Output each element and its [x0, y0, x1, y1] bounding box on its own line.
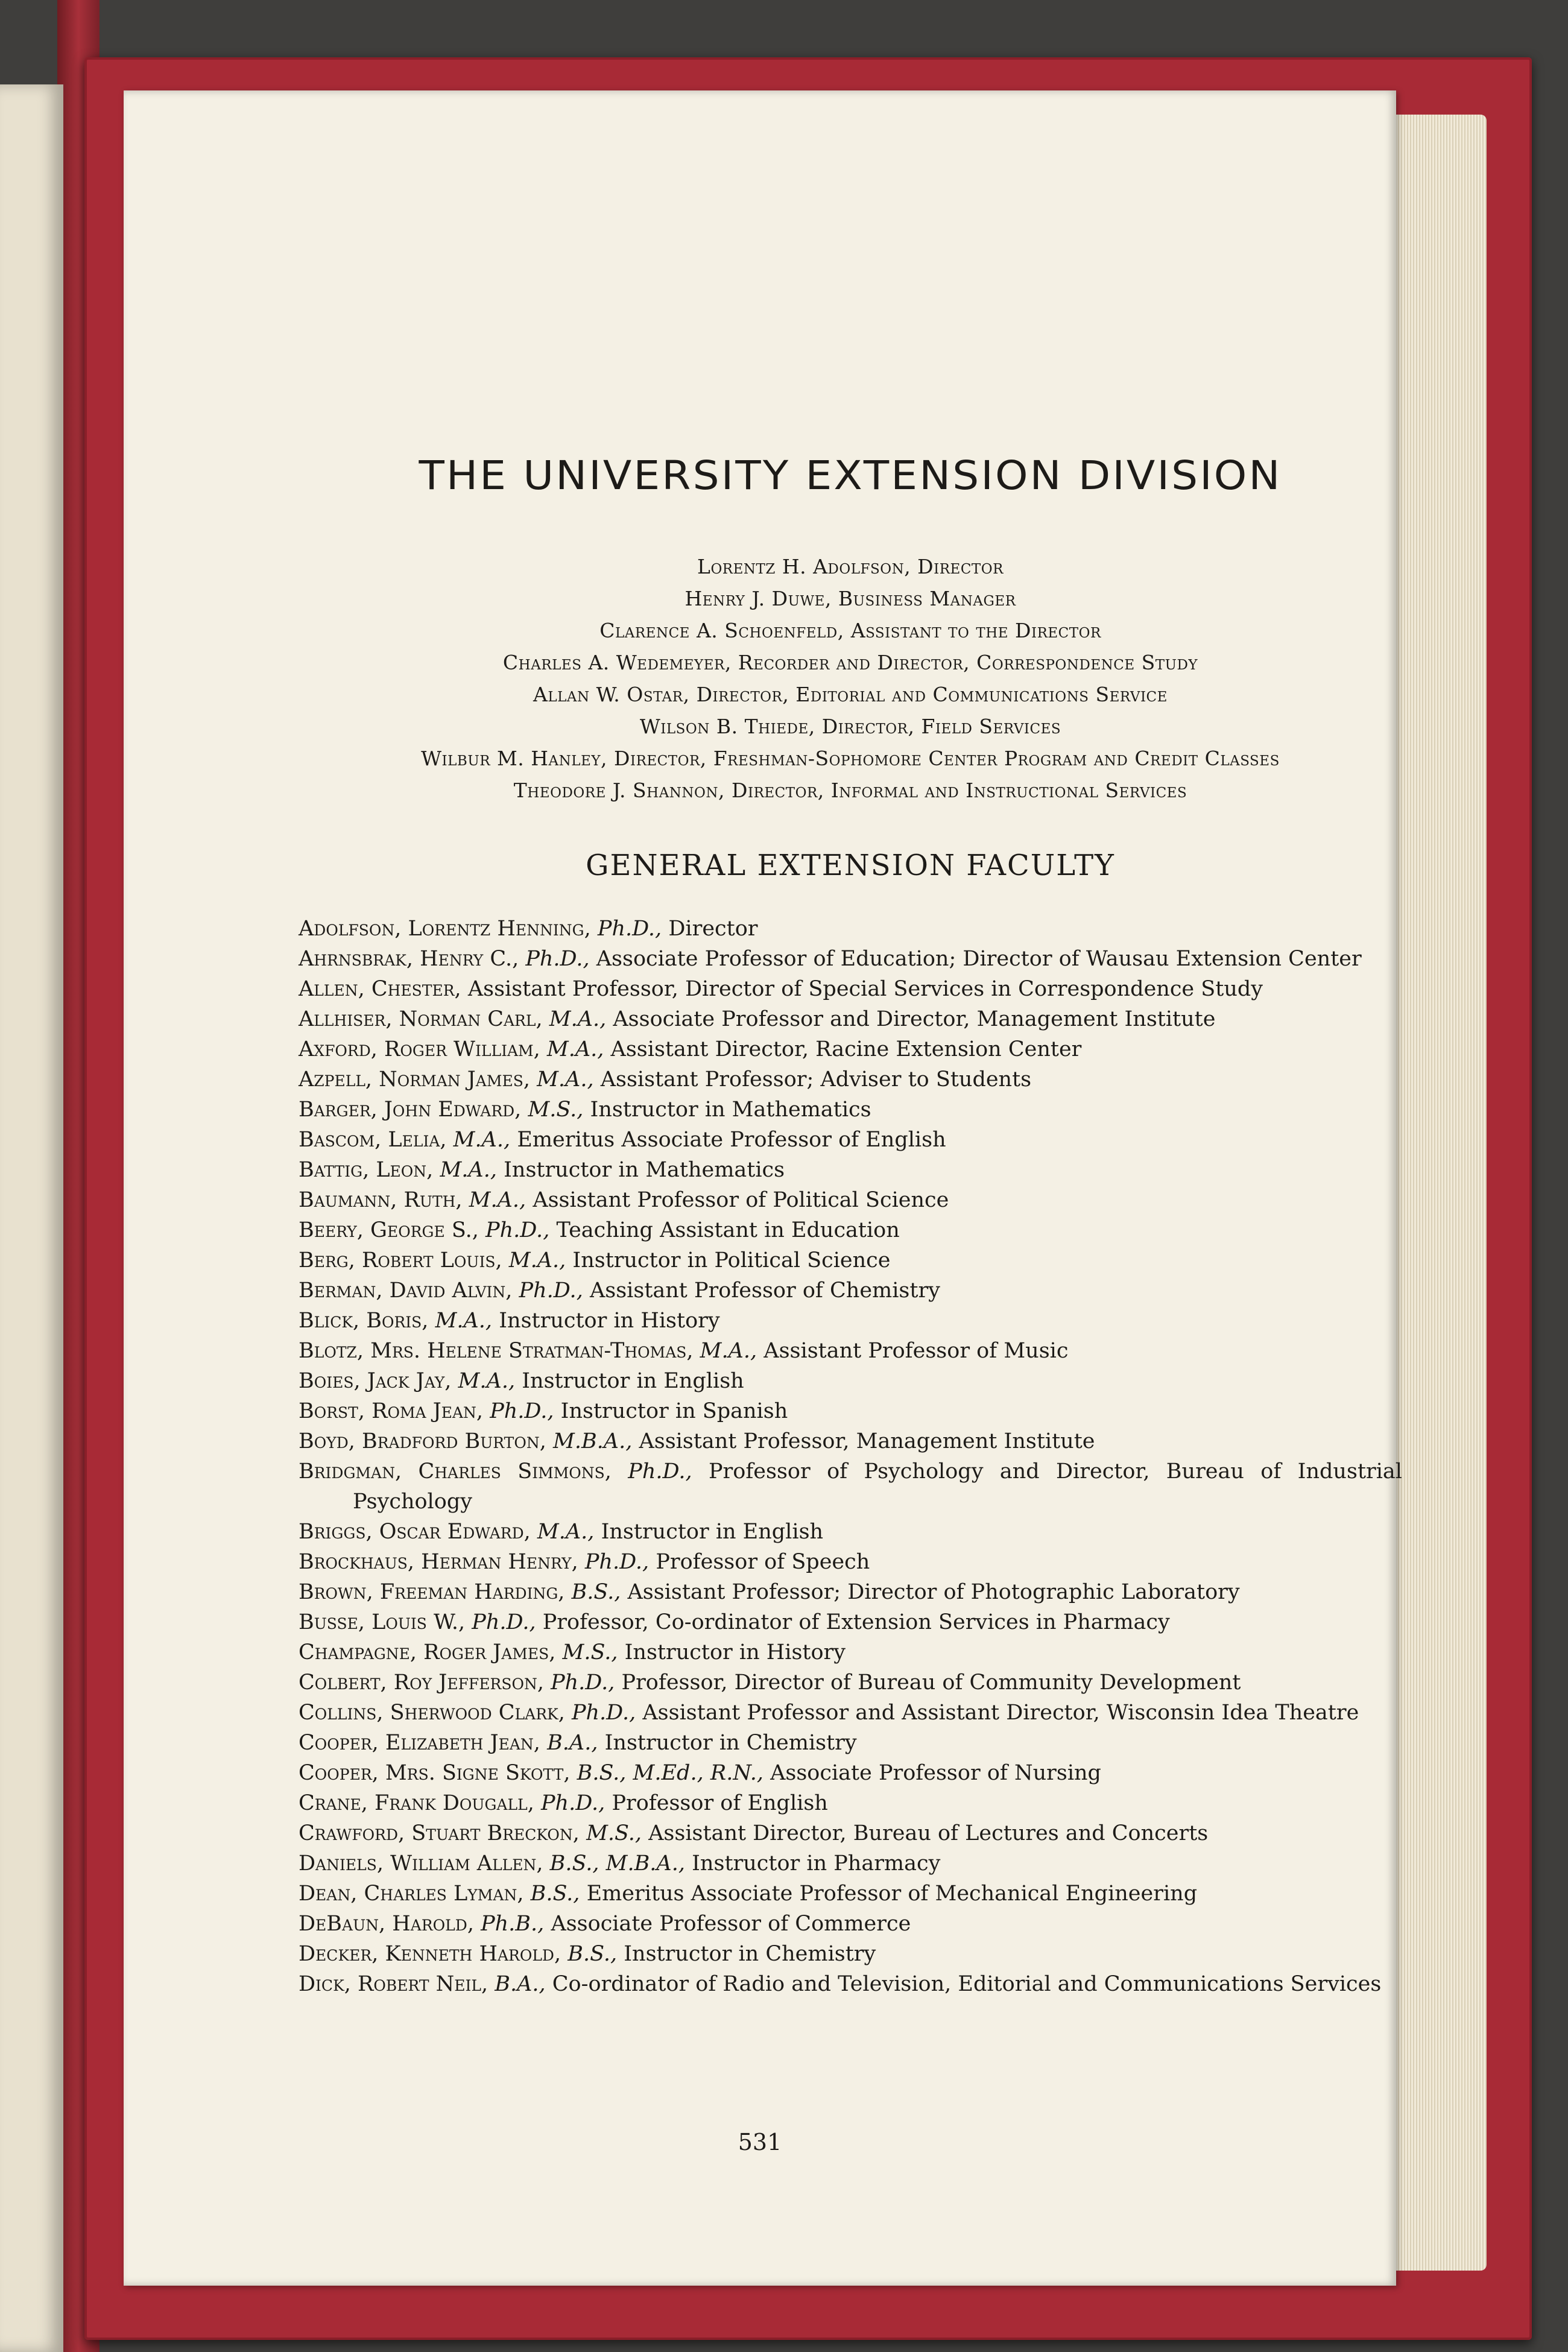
faculty-entry — [299, 1909, 1402, 1939]
staff-line: Theodore J. Shannon, Director, Informal and Instructional Services — [513, 779, 1187, 802]
faculty-degree: Ph.D., — [628, 1459, 692, 1484]
faculty-title: Assistant Professor of Chemistry — [589, 1279, 940, 1303]
faculty-name: DeBaun, Harold, — [299, 1912, 474, 1936]
faculty-degree: Ph.D., — [485, 1218, 550, 1242]
staff-line: Lorentz H. Adolfson, Director — [697, 555, 1004, 578]
faculty-entry — [299, 1698, 1402, 1728]
faculty-title: Instructor in English — [522, 1369, 744, 1393]
staff-line: Charles A. Wedemeyer, Recorder and Director, Correspondence Study — [502, 651, 1198, 674]
staff-list — [299, 551, 1402, 806]
faculty-name: Bascom, Lelia, — [299, 1128, 447, 1152]
faculty-title: Co-ordinator of Radio and Television, Editorial and Communications Services — [552, 1972, 1382, 1996]
faculty-entry — [299, 1095, 1402, 1125]
faculty-degree: B.S., — [567, 1942, 618, 1966]
faculty-name: Brown, Freeman Harding, — [299, 1580, 565, 1604]
faculty-degree: B.S., — [571, 1580, 621, 1604]
faculty-name: Blick, Boris, — [299, 1309, 429, 1333]
faculty-title: Professor, Co-ordinator of Extension Services in Pharmacy — [542, 1610, 1170, 1634]
faculty-name: Brockhaus, Herman Henry, — [299, 1550, 578, 1574]
faculty-degree: M.A., — [453, 1128, 511, 1152]
faculty-entry — [299, 1125, 1402, 1155]
faculty-degree: B.A., — [495, 1972, 546, 1996]
faculty-degree: M.S., — [586, 1821, 642, 1845]
faculty-degree: M.A., — [537, 1520, 595, 1544]
faculty-name: Briggs, Oscar Edward, — [299, 1520, 531, 1544]
faculty-entry — [299, 1185, 1402, 1215]
faculty-title: Assistant Professor, Director of Special Services in Correspondence Study — [467, 977, 1263, 1001]
staff-line: Henry J. Duwe, Business Manager — [684, 587, 1016, 610]
faculty-title: Assistant Professor of Music — [763, 1339, 1069, 1363]
faculty-entry — [299, 1818, 1402, 1848]
faculty-entry — [299, 1668, 1402, 1698]
faculty-degree: B.A., — [547, 1731, 598, 1755]
faculty-name: Beery, George S., — [299, 1218, 479, 1242]
faculty-degree: Ph.D., — [472, 1610, 536, 1634]
faculty-entry — [299, 1939, 1402, 1969]
faculty-name: Bridgman, Charles Simmons, — [299, 1459, 612, 1484]
faculty-degree: Ph.D., — [551, 1671, 615, 1695]
left-page-remnant — [0, 84, 63, 2352]
faculty-list — [299, 914, 1402, 1999]
faculty-name: Battig, Leon, — [299, 1158, 434, 1182]
faculty-name: Allhiser, Norman Carl, — [299, 1007, 543, 1031]
staff-line: Wilson B. Thiede, Director, Field Services — [639, 715, 1061, 738]
staff-line: Clarence A. Schoenfeld, Assistant to the Director — [599, 619, 1101, 642]
faculty-name: Baumann, Ruth, — [299, 1188, 463, 1212]
faculty-title: Assistant Professor of Political Science — [533, 1188, 949, 1212]
faculty-degree: M.A., — [549, 1007, 607, 1031]
faculty-title: Instructor in Chemistry — [604, 1731, 857, 1755]
faculty-degree: Ph.D., — [519, 1279, 583, 1303]
faculty-title: Assistant Professor; Adviser to Students — [600, 1067, 1032, 1092]
faculty-degree: M.A., — [546, 1037, 604, 1061]
faculty-title: Instructor in Spanish — [560, 1399, 788, 1423]
faculty-name: Collins, Sherwood Clark, — [299, 1701, 565, 1725]
faculty-title: Instructor in English — [601, 1520, 824, 1544]
faculty-title: Instructor in Mathematics — [504, 1158, 785, 1182]
faculty-title: Instructor in Political Science — [572, 1248, 891, 1272]
faculty-name: Berg, Robert Louis, — [299, 1248, 502, 1272]
faculty-entry — [299, 1577, 1402, 1607]
staff-line: Wilbur M. Hanley, Director, Freshman-Sophomore Center Program and Credit Classes — [421, 747, 1280, 770]
faculty-entry — [299, 1788, 1402, 1818]
faculty-degree: Ph.D., — [571, 1701, 636, 1725]
faculty-name: Azpell, Norman James, — [299, 1067, 530, 1092]
faculty-title: Teaching Assistant in Education — [556, 1218, 900, 1242]
faculty-entry — [299, 944, 1402, 974]
faculty-entry — [299, 1426, 1402, 1456]
faculty-entry — [299, 1456, 1402, 1517]
faculty-degree: M.A., — [458, 1369, 516, 1393]
faculty-degree: M.A., — [469, 1188, 526, 1212]
faculty-title: Professor of Speech — [656, 1550, 870, 1574]
page-content — [299, 452, 1402, 1999]
faculty-degree: M.A., — [700, 1339, 757, 1363]
faculty-name: Cooper, Mrs. Signe Skott, — [299, 1761, 571, 1785]
faculty-name: Daniels, William Allen, — [299, 1851, 543, 1876]
faculty-name: Dean, Charles Lyman, — [299, 1882, 524, 1906]
faculty-entry — [299, 1155, 1402, 1185]
faculty-title: Director — [668, 917, 758, 941]
faculty-title: Associate Professor of Nursing — [770, 1761, 1101, 1785]
faculty-degree: Ph.D., — [525, 947, 590, 971]
faculty-degree: B.S., M.B.A., — [549, 1851, 685, 1876]
faculty-title: Emeritus Associate Professor of Mechanical Engineering — [586, 1882, 1198, 1906]
faculty-name: Decker, Kenneth Harold, — [299, 1942, 561, 1966]
section-title: GENERAL EXTENSION FACULTY — [586, 849, 1115, 882]
page-number: 531 — [738, 2129, 782, 2155]
faculty-title: Professor of English — [612, 1791, 828, 1815]
faculty-entry — [299, 1215, 1402, 1245]
faculty-entry — [299, 1306, 1402, 1336]
faculty-name: Borst, Roma Jean, — [299, 1399, 484, 1423]
faculty-name: Cooper, Elizabeth Jean, — [299, 1731, 540, 1755]
faculty-degree: M.A., — [440, 1158, 497, 1182]
faculty-entry — [299, 914, 1402, 944]
faculty-name: Blotz, Mrs. Helene Stratman-Thomas, — [299, 1339, 694, 1363]
faculty-degree: M.A., — [435, 1309, 493, 1333]
faculty-entry — [299, 1517, 1402, 1547]
faculty-degree: B.S., M.Ed., R.N., — [577, 1761, 763, 1785]
faculty-entry — [299, 1848, 1402, 1879]
faculty-degree: Ph.D., — [541, 1791, 605, 1815]
book-page — [124, 90, 1402, 2286]
faculty-degree: B.S., — [530, 1882, 580, 1906]
faculty-title: Instructor in Mathematics — [590, 1098, 871, 1122]
faculty-name: Berman, David Alvin, — [299, 1279, 513, 1303]
faculty-degree: M.S., — [562, 1640, 618, 1664]
faculty-entry — [299, 1607, 1402, 1637]
faculty-name: Boyd, Bradford Burton, — [299, 1429, 546, 1453]
faculty-name: Champagne, Roger James, — [299, 1640, 556, 1664]
faculty-entry — [299, 1064, 1402, 1095]
faculty-title: Associate Professor and Director, Management Institute — [613, 1007, 1216, 1031]
faculty-title: Assistant Director, Bureau of Lectures and Concerts — [648, 1821, 1209, 1845]
faculty-title: Associate Professor of Commerce — [551, 1912, 911, 1936]
faculty-title: Professor, Director of Bureau of Community Development — [621, 1671, 1241, 1695]
faculty-degree: Ph.D., — [584, 1550, 650, 1574]
faculty-title: Associate Professor of Education; Director of Wausau Extension Center — [596, 947, 1362, 971]
faculty-entry — [299, 1245, 1402, 1276]
faculty-entry — [299, 1637, 1402, 1668]
faculty-name: Barger, John Edward, — [299, 1098, 522, 1122]
staff-line: Allan W. Ostar, Director, Editorial and Communications Service — [533, 683, 1168, 706]
faculty-entry — [299, 1336, 1402, 1366]
faculty-title: Assistant Professor; Director of Photographic Laboratory — [627, 1580, 1240, 1604]
page-edges — [1390, 115, 1487, 2271]
faculty-degree: Ph.B., — [481, 1912, 545, 1936]
faculty-entry — [299, 1366, 1402, 1396]
faculty-name: Colbert, Roy Jefferson, — [299, 1671, 544, 1695]
faculty-entry — [299, 1969, 1402, 1999]
faculty-degree: Ph.D., — [490, 1399, 554, 1423]
faculty-title: Instructor in Chemistry — [624, 1942, 876, 1966]
faculty-entry — [299, 1758, 1402, 1788]
faculty-title: Instructor in History — [624, 1640, 846, 1664]
faculty-title: Assistant Professor, Management Institute — [639, 1429, 1095, 1453]
faculty-degree: M.B.A., — [552, 1429, 633, 1453]
page-title: THE UNIVERSITY EXTENSION DIVISION — [419, 452, 1282, 499]
faculty-title: Instructor in History — [499, 1309, 720, 1333]
faculty-name: Axford, Roger William, — [299, 1037, 540, 1061]
faculty-entry — [299, 1034, 1402, 1064]
faculty-title: Emeritus Associate Professor of English — [517, 1128, 946, 1152]
faculty-degree: M.A., — [537, 1067, 594, 1092]
faculty-title: Professor of Psychology and Director, Bureau of Industrial Psychology — [353, 1459, 1402, 1514]
faculty-name: Crawford, Stuart Breckon, — [299, 1821, 580, 1845]
faculty-name: Busse, Louis W., — [299, 1610, 466, 1634]
faculty-title: Assistant Professor and Assistant Director, Wisconsin Idea Theatre — [642, 1701, 1359, 1725]
faculty-name: Allen, Chester, — [299, 977, 461, 1001]
faculty-name: Crane, Frank Dougall, — [299, 1791, 534, 1815]
faculty-name: Boies, Jack Jay, — [299, 1369, 452, 1393]
faculty-name: Ahrnsbrak, Henry C., — [299, 947, 519, 971]
faculty-name: Adolfson, Lorentz Henning, — [299, 917, 591, 941]
faculty-title: Assistant Director, Racine Extension Center — [610, 1037, 1082, 1061]
faculty-entry — [299, 1276, 1402, 1306]
faculty-name: Dick, Robert Neil, — [299, 1972, 488, 1996]
faculty-entry — [299, 1004, 1402, 1034]
faculty-title: Instructor in Pharmacy — [692, 1851, 941, 1876]
faculty-entry — [299, 1879, 1402, 1909]
faculty-degree: M.A., — [508, 1248, 566, 1272]
faculty-degree: Ph.D., — [597, 917, 662, 941]
faculty-degree: M.S., — [528, 1098, 584, 1122]
faculty-entry — [299, 1396, 1402, 1426]
faculty-entry — [299, 1728, 1402, 1758]
faculty-entry — [299, 1547, 1402, 1577]
faculty-entry — [299, 974, 1402, 1004]
